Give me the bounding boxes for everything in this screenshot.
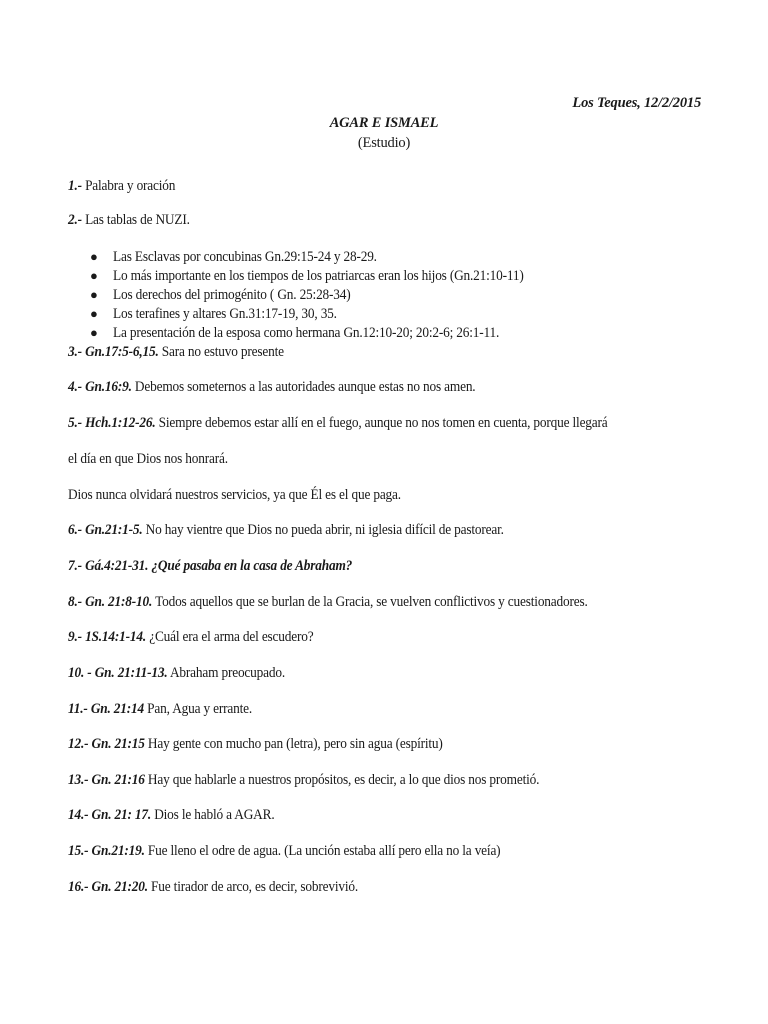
- item-text: No hay vientre que Dios no pueda abrir, ni iglesia difícil de pastorear.: [145, 522, 504, 538]
- bullet-icon: ●: [90, 249, 98, 264]
- bullet-icon: ●: [90, 325, 98, 340]
- item-text: ¿Cuál era el arma del escudero?: [149, 629, 314, 645]
- document-date: Los Teques, 12/2/2015: [572, 95, 701, 111]
- list-item: [68, 842, 538, 860]
- item-text: Todos aquellos que se burlan de la Gracia, se vuelven conflictivos y cuestionadores.: [155, 594, 588, 610]
- item-reference: Gn. 21:15: [91, 736, 145, 752]
- item-number: 14.-: [68, 807, 89, 823]
- list-item: [68, 521, 542, 539]
- paragraph: Dios nunca olvidará nuestros servicios, ya que Él es el que paga.: [68, 487, 401, 503]
- list-item: [68, 700, 268, 718]
- list-item: [68, 628, 335, 646]
- item-text: Pan, Agua y errante.: [147, 701, 253, 717]
- item-number: 16.-: [68, 879, 89, 895]
- bullet-text: Lo más importante en los tiempos de los patriarcas eran los hijos (Gn.21:10-11): [113, 268, 524, 284]
- item-text: Dios le habló a AGAR.: [154, 807, 275, 823]
- item-text: Abraham preocupado.: [169, 665, 286, 681]
- item-reference: Gn. 21:16: [91, 772, 145, 788]
- item-number: 13.-: [68, 772, 89, 788]
- bullet-icon: ●: [90, 306, 98, 321]
- item-number: 1.-: [68, 178, 82, 194]
- item-number: 15.-: [68, 843, 89, 859]
- item-reference: Gn.21:1-5.: [85, 522, 143, 538]
- item-number: 5.-: [68, 415, 82, 431]
- item-reference: Gn.17:5-6,15.: [85, 344, 159, 360]
- list-item: [68, 593, 633, 611]
- item-text: Palabra y oración: [85, 178, 176, 194]
- item-number: 12.-: [68, 736, 89, 752]
- list-item: [68, 878, 383, 896]
- list-item: [68, 211, 200, 229]
- item-reference: Gn. 21:20.: [91, 879, 148, 895]
- document-title: AGAR E ISMAEL: [329, 115, 439, 131]
- item-reference: Gá.4:21-31. ¿Qué pasaba en la casa de Abraham?: [85, 558, 353, 574]
- bullet-text: Los terafines y altares Gn.31:17-19, 30, 35.: [113, 306, 337, 322]
- item-text: Hay gente con mucho pan (letra), pero sin agua (espíritu): [147, 736, 443, 752]
- item-number: 10. -: [68, 665, 92, 681]
- item-reference: Gn. 21:8-10.: [85, 594, 153, 610]
- item-number: 6.-: [68, 522, 82, 538]
- list-item: [68, 664, 304, 682]
- item-reference: Gn.16:9.: [85, 379, 132, 395]
- bullet-text: Las Esclavas por concubinas Gn.29:15-24 y 28-29.: [113, 249, 377, 265]
- item-text: Siempre debemos estar allí en el fuego, aunque no nos tomen en cuenta, porque llegará: [158, 415, 608, 431]
- bullet-icon: ●: [90, 268, 98, 283]
- item-reference: Gn. 21:11-13.: [94, 665, 168, 681]
- item-reference: Hch.1:12-26.: [85, 415, 156, 431]
- item-number: 11.-: [68, 701, 88, 717]
- item-text: Fue tirador de arco, es decir, sobrevivió.: [151, 879, 359, 895]
- list-item: [68, 557, 377, 575]
- item-number: 2.-: [68, 212, 82, 228]
- bullet-text: La presentación de la esposa como hermana Gn.12:10-20; 20:2-6; 26:1-11.: [113, 325, 500, 341]
- list-item: [68, 806, 292, 824]
- list-item: [68, 771, 580, 789]
- list-item: [68, 735, 475, 753]
- list-item: [68, 177, 185, 195]
- item-reference: Gn.21:19.: [91, 843, 145, 859]
- item-text: Las tablas de NUZI.: [85, 212, 190, 228]
- item-reference: Gn. 21: 17.: [91, 807, 152, 823]
- item-number: 9.-: [68, 629, 82, 645]
- item-text: Debemos someternos a las autoridades aunque estas no nos amen.: [134, 379, 476, 395]
- item-text: Fue lleno el odre de agua. (La unción estaba allí pero ella no la veía): [147, 843, 501, 859]
- item-text: Sara no estuvo presente: [161, 344, 284, 360]
- list-item: [68, 414, 654, 432]
- item-number: 8.-: [68, 594, 82, 610]
- item-number: 7.-: [68, 558, 82, 574]
- bullet-text: Los derechos del primogénito ( Gn. 25:28-34): [113, 287, 351, 303]
- item-continuation: el día en que Dios nos honrará.: [68, 451, 228, 467]
- list-item: [68, 378, 511, 396]
- document-subtitle: (Estudio): [357, 135, 411, 151]
- item-number: 3.-: [68, 344, 82, 360]
- item-reference: 1S.14:1-14.: [85, 629, 147, 645]
- bullet-icon: ●: [90, 287, 98, 302]
- item-number: 4.-: [68, 379, 82, 395]
- list-item: [68, 343, 303, 361]
- item-reference: Gn. 21:14: [90, 701, 145, 717]
- item-text: Hay que hablarle a nuestros propósitos, es decir, a lo que dios nos prometió.: [147, 772, 540, 788]
